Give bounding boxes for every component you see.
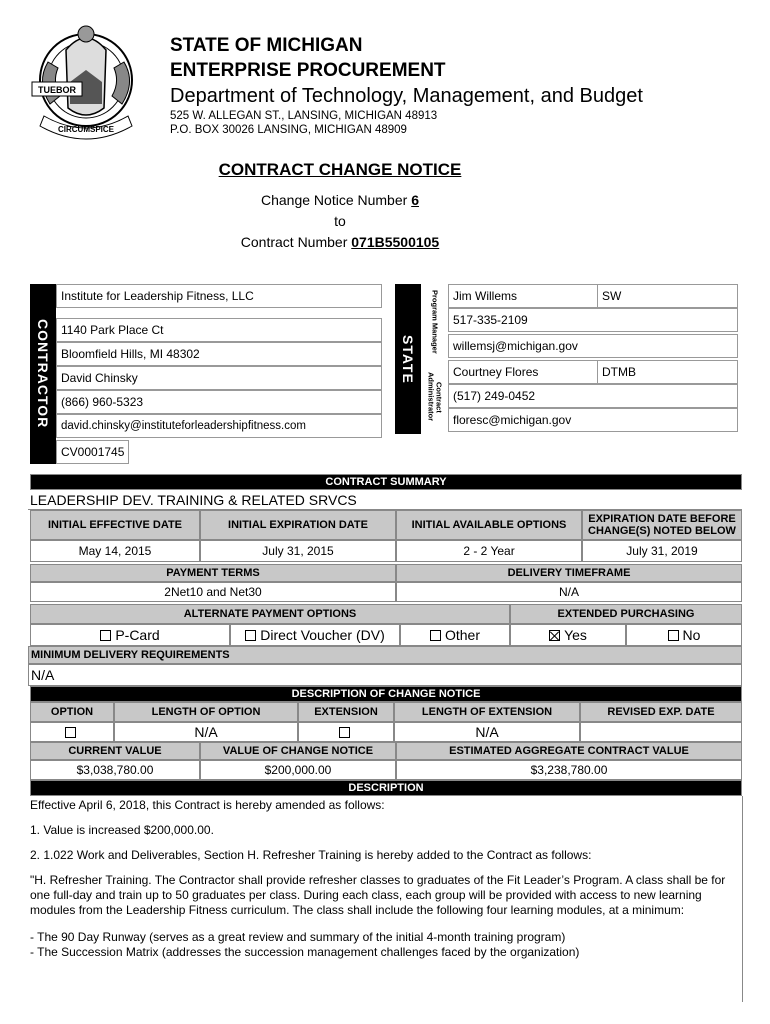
michigan-seal-icon	[26, 12, 154, 148]
description-body	[30, 798, 744, 960]
contract-number: 071B5500105	[351, 234, 440, 250]
contractor-email: david.chinsky@instituteforleadershipfitness.com	[56, 414, 382, 438]
pcard-label: P-Card	[115, 627, 160, 643]
header-extended-purchasing: EXTENDED PURCHASING	[510, 604, 742, 624]
contractor-label: CONTRACTOR	[30, 284, 56, 464]
initial-expiration-date: July 31, 2015	[200, 540, 396, 562]
contractor-phone: (866) 960-5323	[56, 390, 382, 414]
address-line-1: 525 W. ALLEGAN ST., LANSING, MICHIGAN 48913	[170, 110, 438, 122]
division-name: ENTERPRISE PROCUREMENT	[170, 60, 446, 81]
change-number-label: Change Notice Number	[261, 192, 412, 208]
notice-numbers	[0, 190, 680, 253]
letterhead	[170, 33, 643, 137]
pm-phone: 517-335-2109	[448, 308, 738, 332]
header-length-extension: LENGTH OF EXTENSION	[394, 702, 580, 722]
contractor-info	[56, 284, 382, 464]
contract-number-label: Contract Number	[240, 234, 352, 250]
department-name: Department of Technology, Management, and Budget	[170, 85, 643, 107]
ca-email: floresc@michigan.gov	[448, 408, 738, 432]
header-value-change: VALUE OF CHANGE NOTICE	[200, 742, 396, 760]
header-length-option: LENGTH OF OPTION	[114, 702, 298, 722]
header-initial-options: INITIAL AVAILABLE OPTIONS	[396, 510, 582, 540]
pm-email: willemsj@michigan.gov	[448, 334, 738, 358]
other-checkbox[interactable]	[430, 630, 441, 641]
initial-available-options: 2 - 2 Year	[396, 540, 582, 562]
option-direct-voucher[interactable]	[230, 624, 400, 646]
summary-description: LEADERSHIP DEV. TRAINING & RELATED SRVCS	[28, 490, 742, 510]
state-label: STATE	[395, 284, 421, 434]
to-label: to	[334, 213, 346, 229]
ca-agency: DTMB	[597, 361, 636, 383]
ca-phone: (517) 249-0452	[448, 384, 738, 408]
change-number: 6	[411, 192, 419, 208]
seal-banner-top: TUEBOR	[38, 85, 76, 95]
desc-bullet-1: - The 90 Day Runway (serves as a great review and summary of the initial 4-month training program)	[30, 930, 566, 944]
description-title: DESCRIPTION	[30, 780, 742, 796]
initial-effective-date: May 14, 2015	[30, 540, 200, 562]
desc-bullet-2: - The Succession Matrix (addresses the succession management challenges faced by the organization)	[30, 945, 580, 959]
option-other[interactable]	[400, 624, 510, 646]
dv-checkbox[interactable]	[245, 630, 256, 641]
seal-banner-bottom: CIRCUMSPICE	[57, 125, 115, 134]
header-current-value: CURRENT VALUE	[30, 742, 200, 760]
change-notice-title: DESCRIPTION OF CHANGE NOTICE	[30, 686, 742, 702]
extension-checkbox[interactable]	[339, 727, 350, 738]
desc-value-increase: 1. Value is increased $200,000.00.	[30, 823, 214, 837]
address-line-2: P.O. BOX 30026 LANSING, MICHIGAN 48909	[170, 124, 407, 136]
option-checkbox[interactable]	[65, 727, 76, 738]
header-extension: EXTENSION	[298, 702, 394, 722]
min-delivery: N/A	[28, 664, 742, 686]
header-payment-terms: PAYMENT TERMS	[30, 564, 396, 582]
delivery-timeframe: N/A	[396, 582, 742, 602]
yes-label: Yes	[564, 627, 587, 643]
ca-name: Courtney Flores	[453, 365, 539, 379]
header-initial-effective: INITIAL EFFECTIVE DATE	[30, 510, 200, 540]
contractor-vendor-id: CV0001745	[56, 440, 129, 464]
value-of-change: $200,000.00	[200, 760, 396, 780]
yes-checkbox-checked[interactable]	[549, 630, 560, 641]
program-manager-label: Program Manager	[430, 290, 440, 354]
header-alternate-payment: ALTERNATE PAYMENT OPTIONS	[30, 604, 510, 624]
option-cell[interactable]	[30, 722, 114, 742]
notice-title: CONTRACT CHANGE NOTICE	[218, 160, 462, 179]
contractor-contact: David Chinsky	[56, 366, 382, 390]
state-name: STATE OF MICHIGAN	[170, 35, 363, 56]
desc-effective: Effective April 6, 2018, this Contract is hereby amended as follows:	[30, 798, 385, 812]
pcard-checkbox[interactable]	[100, 630, 111, 641]
header-min-delivery: MINIMUM DELIVERY REQUIREMENTS	[28, 646, 742, 664]
header-estimated-value: ESTIMATED AGGREGATE CONTRACT VALUE	[396, 742, 742, 760]
desc-section-added: 2. 1.022 Work and Deliverables, Section H. Refresher Training is hereby added to the Contract as follows:	[30, 848, 592, 862]
option-extended-yes[interactable]	[510, 624, 626, 646]
contractor-name: Institute for Leadership Fitness, LLC	[56, 284, 382, 308]
length-extension: N/A	[394, 722, 580, 742]
revised-exp-date	[580, 722, 742, 742]
contract-administrator-label: Contract Administrator	[426, 372, 444, 422]
header-delivery-timeframe: DELIVERY TIMEFRAME	[396, 564, 742, 582]
pm-agency: SW	[597, 285, 621, 307]
header-initial-expiration: INITIAL EXPIRATION DATE	[200, 510, 396, 540]
expiration-before-change: July 31, 2019	[582, 540, 742, 562]
pm-name: Jim Willems	[453, 289, 517, 303]
header-option: OPTION	[30, 702, 114, 722]
current-value: $3,038,780.00	[30, 760, 200, 780]
header-exp-before: EXPIRATION DATE BEFORE CHANGE(S) NOTED BELOW	[582, 510, 742, 540]
contractor-street: 1140 Park Place Ct	[56, 318, 382, 342]
option-extended-no[interactable]	[626, 624, 742, 646]
desc-refresher-training: "H. Refresher Training. The Contractor shall provide refresher classes to graduates of the Fit Leader’s Program. A class shall be for one full-day and train up to 50 graduates per class. During each class, each group will be provided with access to new learning modules from the Leadership Fitness curriculum. The class shall include the following four learning modules, at a minimum:	[30, 873, 726, 917]
length-option: N/A	[114, 722, 298, 742]
no-label: No	[682, 627, 701, 643]
header-revised-exp: REVISED EXP. DATE	[580, 702, 742, 722]
payment-terms: 2Net10 and Net30	[30, 582, 396, 602]
dv-label: Direct Voucher (DV)	[260, 627, 385, 643]
extension-cell[interactable]	[298, 722, 394, 742]
option-pcard[interactable]	[30, 624, 230, 646]
state-contacts	[448, 284, 738, 434]
contractor-city: Bloomfield Hills, MI 48302	[56, 342, 382, 366]
summary-title: CONTRACT SUMMARY	[30, 474, 742, 490]
no-checkbox[interactable]	[668, 630, 679, 641]
estimated-contract-value: $3,238,780.00	[396, 760, 742, 780]
other-label: Other	[444, 627, 480, 643]
